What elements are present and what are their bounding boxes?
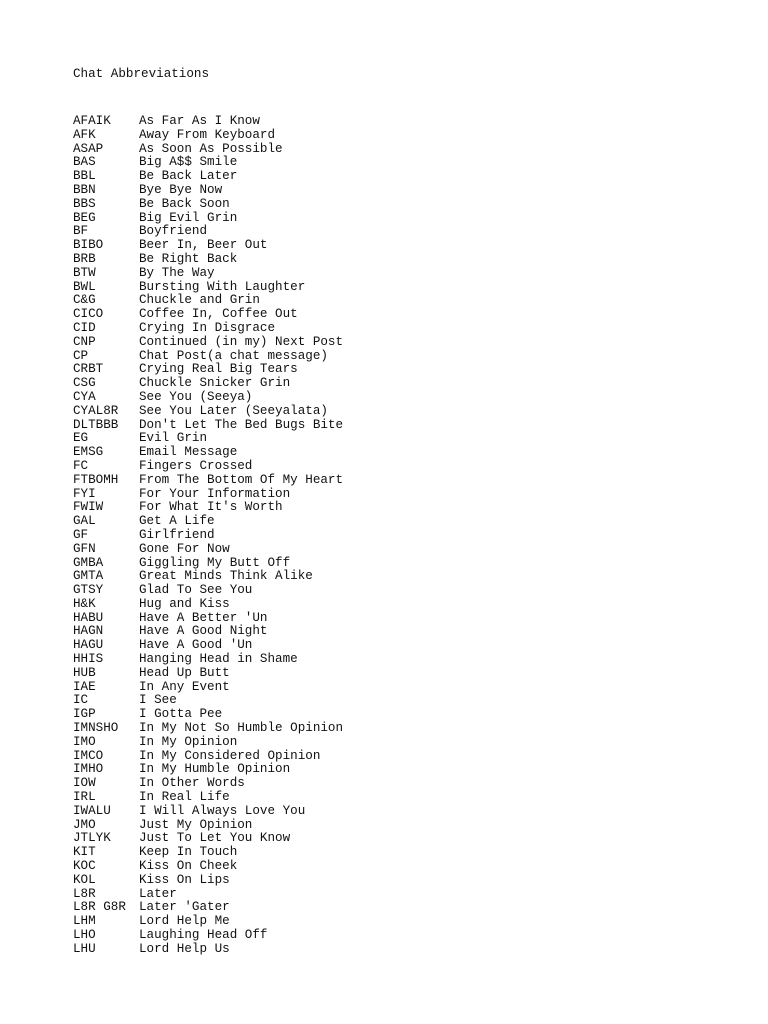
abbreviation: JTLYK bbox=[73, 831, 111, 846]
list-item bbox=[73, 667, 753, 681]
abbreviation: C&G bbox=[73, 293, 96, 308]
abbreviation-meaning: Have A Good Night bbox=[139, 624, 268, 639]
list-item bbox=[73, 363, 753, 377]
abbreviation: BBN bbox=[73, 182, 96, 197]
abbreviation-meaning: Big Evil Grin bbox=[139, 210, 238, 225]
abbreviation-meaning: Lord Help Us bbox=[139, 941, 230, 956]
abbreviation-meaning: In My Humble Opinion bbox=[139, 762, 291, 777]
abbreviation-meaning: See You Later (Seeyalata) bbox=[139, 403, 328, 418]
document-page bbox=[73, 67, 753, 957]
list-item bbox=[73, 281, 753, 295]
abbreviation: DLTBBB bbox=[73, 417, 119, 432]
abbreviation-meaning: In Real Life bbox=[139, 790, 230, 805]
list-item bbox=[73, 239, 753, 253]
list-item bbox=[73, 557, 753, 571]
list-item bbox=[73, 184, 753, 198]
list-item bbox=[73, 322, 753, 336]
list-item bbox=[73, 943, 753, 957]
abbreviation: LHO bbox=[73, 928, 96, 943]
list-item bbox=[73, 570, 753, 584]
abbreviation-meaning: By The Way bbox=[139, 265, 215, 280]
abbreviation: BRB bbox=[73, 251, 96, 266]
abbreviation: GF bbox=[73, 527, 89, 542]
abbreviation: LHM bbox=[73, 914, 96, 929]
list-item bbox=[73, 584, 753, 598]
list-item bbox=[73, 653, 753, 667]
abbreviation: IMO bbox=[73, 734, 96, 749]
list-item bbox=[73, 515, 753, 529]
abbreviation-meaning: Beer In, Beer Out bbox=[139, 238, 268, 253]
abbreviation-meaning: Head Up Butt bbox=[139, 665, 230, 680]
abbreviation-meaning: Continued (in my) Next Post bbox=[139, 334, 344, 349]
abbreviation: HAGU bbox=[73, 638, 104, 653]
abbreviation: AFK bbox=[73, 127, 96, 142]
abbreviation-meaning: Keep In Touch bbox=[139, 845, 238, 860]
abbreviation-meaning: Big A$$ Smile bbox=[139, 155, 238, 170]
list-item bbox=[73, 777, 753, 791]
abbreviation-meaning: From The Bottom Of My Heart bbox=[139, 472, 344, 487]
abbreviation-meaning: I Gotta Pee bbox=[139, 707, 223, 722]
abbreviation: FC bbox=[73, 458, 89, 473]
abbreviation: CID bbox=[73, 320, 96, 335]
abbreviation: IGP bbox=[73, 707, 96, 722]
abbreviation-meaning: Giggling My Butt Off bbox=[139, 555, 291, 570]
abbreviation-meaning: In Any Event bbox=[139, 679, 230, 694]
list-item bbox=[73, 143, 753, 157]
abbreviation-meaning: Just To Let You Know bbox=[139, 831, 291, 846]
abbreviation: H&K bbox=[73, 596, 96, 611]
abbreviation: ASAP bbox=[73, 141, 104, 156]
abbreviation-meaning: Be Right Back bbox=[139, 251, 238, 266]
list-item bbox=[73, 543, 753, 557]
list-item bbox=[73, 612, 753, 626]
abbreviation: FWIW bbox=[73, 500, 104, 515]
list-item bbox=[73, 805, 753, 819]
abbreviation-meaning: As Far As I Know bbox=[139, 114, 260, 128]
abbreviation: BF bbox=[73, 224, 89, 239]
abbreviation-meaning: I See bbox=[139, 693, 177, 708]
abbreviation: CICO bbox=[73, 307, 104, 322]
abbreviation-meaning: In My Not So Humble Opinion bbox=[139, 721, 344, 736]
abbreviation: KOC bbox=[73, 859, 96, 874]
abbreviation-meaning: Lord Help Me bbox=[139, 914, 230, 929]
abbreviation-meaning: Gone For Now bbox=[139, 541, 230, 556]
abbreviation: CSG bbox=[73, 376, 96, 391]
list-item bbox=[73, 253, 753, 267]
abbreviation: BWL bbox=[73, 279, 96, 294]
list-item bbox=[73, 198, 753, 212]
list-item bbox=[73, 170, 753, 184]
abbreviation: FTBOMH bbox=[73, 472, 119, 487]
list-item bbox=[73, 846, 753, 860]
abbreviation-meaning: Later 'Gater bbox=[139, 900, 230, 915]
abbreviation-meaning: Chuckle and Grin bbox=[139, 293, 260, 308]
abbreviation-meaning: Have A Better 'Un bbox=[139, 610, 268, 625]
abbreviation: AFAIK bbox=[73, 114, 111, 128]
list-item bbox=[73, 598, 753, 612]
abbreviation: GTSY bbox=[73, 583, 104, 598]
abbreviation: CNP bbox=[73, 334, 96, 349]
abbreviation: IRL bbox=[73, 790, 96, 805]
abbreviation-meaning: Bursting With Laughter bbox=[139, 279, 306, 294]
abbreviation-meaning: Later bbox=[139, 886, 177, 901]
list-item bbox=[73, 460, 753, 474]
abbreviation: BBS bbox=[73, 196, 96, 211]
list-item bbox=[73, 225, 753, 239]
abbreviation-meaning: In My Opinion bbox=[139, 734, 238, 749]
list-item bbox=[73, 405, 753, 419]
abbreviation: BIBO bbox=[73, 238, 104, 253]
list-item bbox=[73, 529, 753, 543]
abbreviation-meaning: In My Considered Opinion bbox=[139, 748, 321, 763]
list-item bbox=[73, 681, 753, 695]
abbreviation-meaning: Kiss On Lips bbox=[139, 872, 230, 887]
abbreviation-meaning: Just My Opinion bbox=[139, 817, 253, 832]
abbreviation-meaning: Girlfriend bbox=[139, 527, 215, 542]
list-item bbox=[73, 639, 753, 653]
abbreviation: IMHO bbox=[73, 762, 104, 777]
abbreviation: IMNSHO bbox=[73, 721, 119, 736]
list-item bbox=[73, 763, 753, 777]
abbreviation-meaning: For Your Information bbox=[139, 486, 291, 501]
abbreviation-meaning: Get A Life bbox=[139, 514, 215, 529]
list-item bbox=[73, 377, 753, 391]
abbreviation: JMO bbox=[73, 817, 96, 832]
abbreviation-meaning: Email Message bbox=[139, 445, 238, 460]
abbreviation-meaning: I Will Always Love You bbox=[139, 803, 306, 818]
abbreviation-meaning: For What It's Worth bbox=[139, 500, 283, 515]
abbreviation: HAGN bbox=[73, 624, 104, 639]
abbreviation: GMTA bbox=[73, 569, 104, 584]
abbreviation: GAL bbox=[73, 514, 96, 529]
list-item bbox=[73, 308, 753, 322]
list-item bbox=[73, 750, 753, 764]
abbreviation-meaning: Chat Post(a chat message) bbox=[139, 348, 328, 363]
abbreviation-meaning: Boyfriend bbox=[139, 224, 208, 239]
abbreviation-meaning: Be Back Later bbox=[139, 169, 238, 184]
abbreviation: BEG bbox=[73, 210, 96, 225]
list-item bbox=[73, 212, 753, 226]
list-item bbox=[73, 129, 753, 143]
abbreviation-meaning: Chuckle Snicker Grin bbox=[139, 376, 291, 391]
abbreviation: IOW bbox=[73, 776, 96, 791]
list-item bbox=[73, 625, 753, 639]
abbreviation: KIT bbox=[73, 845, 96, 860]
abbreviation: BTW bbox=[73, 265, 96, 280]
list-item bbox=[73, 722, 753, 736]
abbreviation: IMCO bbox=[73, 748, 104, 763]
abbreviation: EMSG bbox=[73, 445, 104, 460]
abbreviation: L8R bbox=[73, 886, 96, 901]
abbreviation-list bbox=[73, 115, 753, 957]
list-item bbox=[73, 708, 753, 722]
list-item bbox=[73, 156, 753, 170]
list-item bbox=[73, 791, 753, 805]
abbreviation-meaning: As Soon As Possible bbox=[139, 141, 283, 156]
list-item bbox=[73, 115, 753, 129]
list-item bbox=[73, 488, 753, 502]
document-title: Chat Abbreviations bbox=[73, 67, 210, 81]
abbreviation: HHIS bbox=[73, 652, 104, 667]
abbreviation-meaning: Evil Grin bbox=[139, 431, 208, 446]
abbreviation-meaning: Fingers Crossed bbox=[139, 458, 253, 473]
abbreviation: HUB bbox=[73, 665, 96, 680]
list-item bbox=[73, 915, 753, 929]
list-item bbox=[73, 888, 753, 902]
abbreviation-meaning: Great Minds Think Alike bbox=[139, 569, 313, 584]
list-item bbox=[73, 874, 753, 888]
list-item bbox=[73, 929, 753, 943]
abbreviation-meaning: Crying Real Big Tears bbox=[139, 362, 298, 377]
abbreviation-meaning: Hug and Kiss bbox=[139, 596, 230, 611]
abbreviation: L8R G8R bbox=[73, 900, 126, 915]
abbreviation-meaning: Laughing Head Off bbox=[139, 928, 268, 943]
abbreviation-meaning: Bye Bye Now bbox=[139, 182, 223, 197]
abbreviation: IWALU bbox=[73, 803, 111, 818]
abbreviation-meaning: Hanging Head in Shame bbox=[139, 652, 298, 667]
abbreviation-meaning: Crying In Disgrace bbox=[139, 320, 276, 335]
list-item bbox=[73, 901, 753, 915]
list-item bbox=[73, 294, 753, 308]
abbreviation: CRBT bbox=[73, 362, 104, 377]
abbreviation-meaning: Away From Keyboard bbox=[139, 127, 276, 142]
list-item bbox=[73, 336, 753, 350]
list-item bbox=[73, 736, 753, 750]
abbreviation: HABU bbox=[73, 610, 104, 625]
list-item bbox=[73, 350, 753, 364]
list-item bbox=[73, 819, 753, 833]
list-item bbox=[73, 419, 753, 433]
abbreviation-meaning: Don't Let The Bed Bugs Bite bbox=[139, 417, 344, 432]
abbreviation-meaning: See You (Seeya) bbox=[139, 389, 253, 404]
abbreviation: CYA bbox=[73, 389, 96, 404]
abbreviation: IAE bbox=[73, 679, 96, 694]
abbreviation-meaning: Be Back Soon bbox=[139, 196, 230, 211]
list-item bbox=[73, 501, 753, 515]
abbreviation: CP bbox=[73, 348, 89, 363]
abbreviation: CYAL8R bbox=[73, 403, 119, 418]
abbreviation-meaning: Glad To See You bbox=[139, 583, 253, 598]
abbreviation-meaning: Coffee In, Coffee Out bbox=[139, 307, 298, 322]
abbreviation-meaning: Kiss On Cheek bbox=[139, 859, 238, 874]
abbreviation: EG bbox=[73, 431, 89, 446]
list-item bbox=[73, 860, 753, 874]
abbreviation: GMBA bbox=[73, 555, 104, 570]
abbreviation: FYI bbox=[73, 486, 96, 501]
abbreviation: LHU bbox=[73, 941, 96, 956]
list-item bbox=[73, 474, 753, 488]
abbreviation: GFN bbox=[73, 541, 96, 556]
list-item bbox=[73, 267, 753, 281]
abbreviation: KOL bbox=[73, 872, 96, 887]
abbreviation: BAS bbox=[73, 155, 96, 170]
abbreviation-meaning: Have A Good 'Un bbox=[139, 638, 253, 653]
abbreviation: IC bbox=[73, 693, 89, 708]
abbreviation-meaning: In Other Words bbox=[139, 776, 245, 791]
abbreviation: BBL bbox=[73, 169, 96, 184]
list-item bbox=[73, 391, 753, 405]
list-item bbox=[73, 694, 753, 708]
list-item bbox=[73, 432, 753, 446]
list-item bbox=[73, 446, 753, 460]
list-item bbox=[73, 832, 753, 846]
